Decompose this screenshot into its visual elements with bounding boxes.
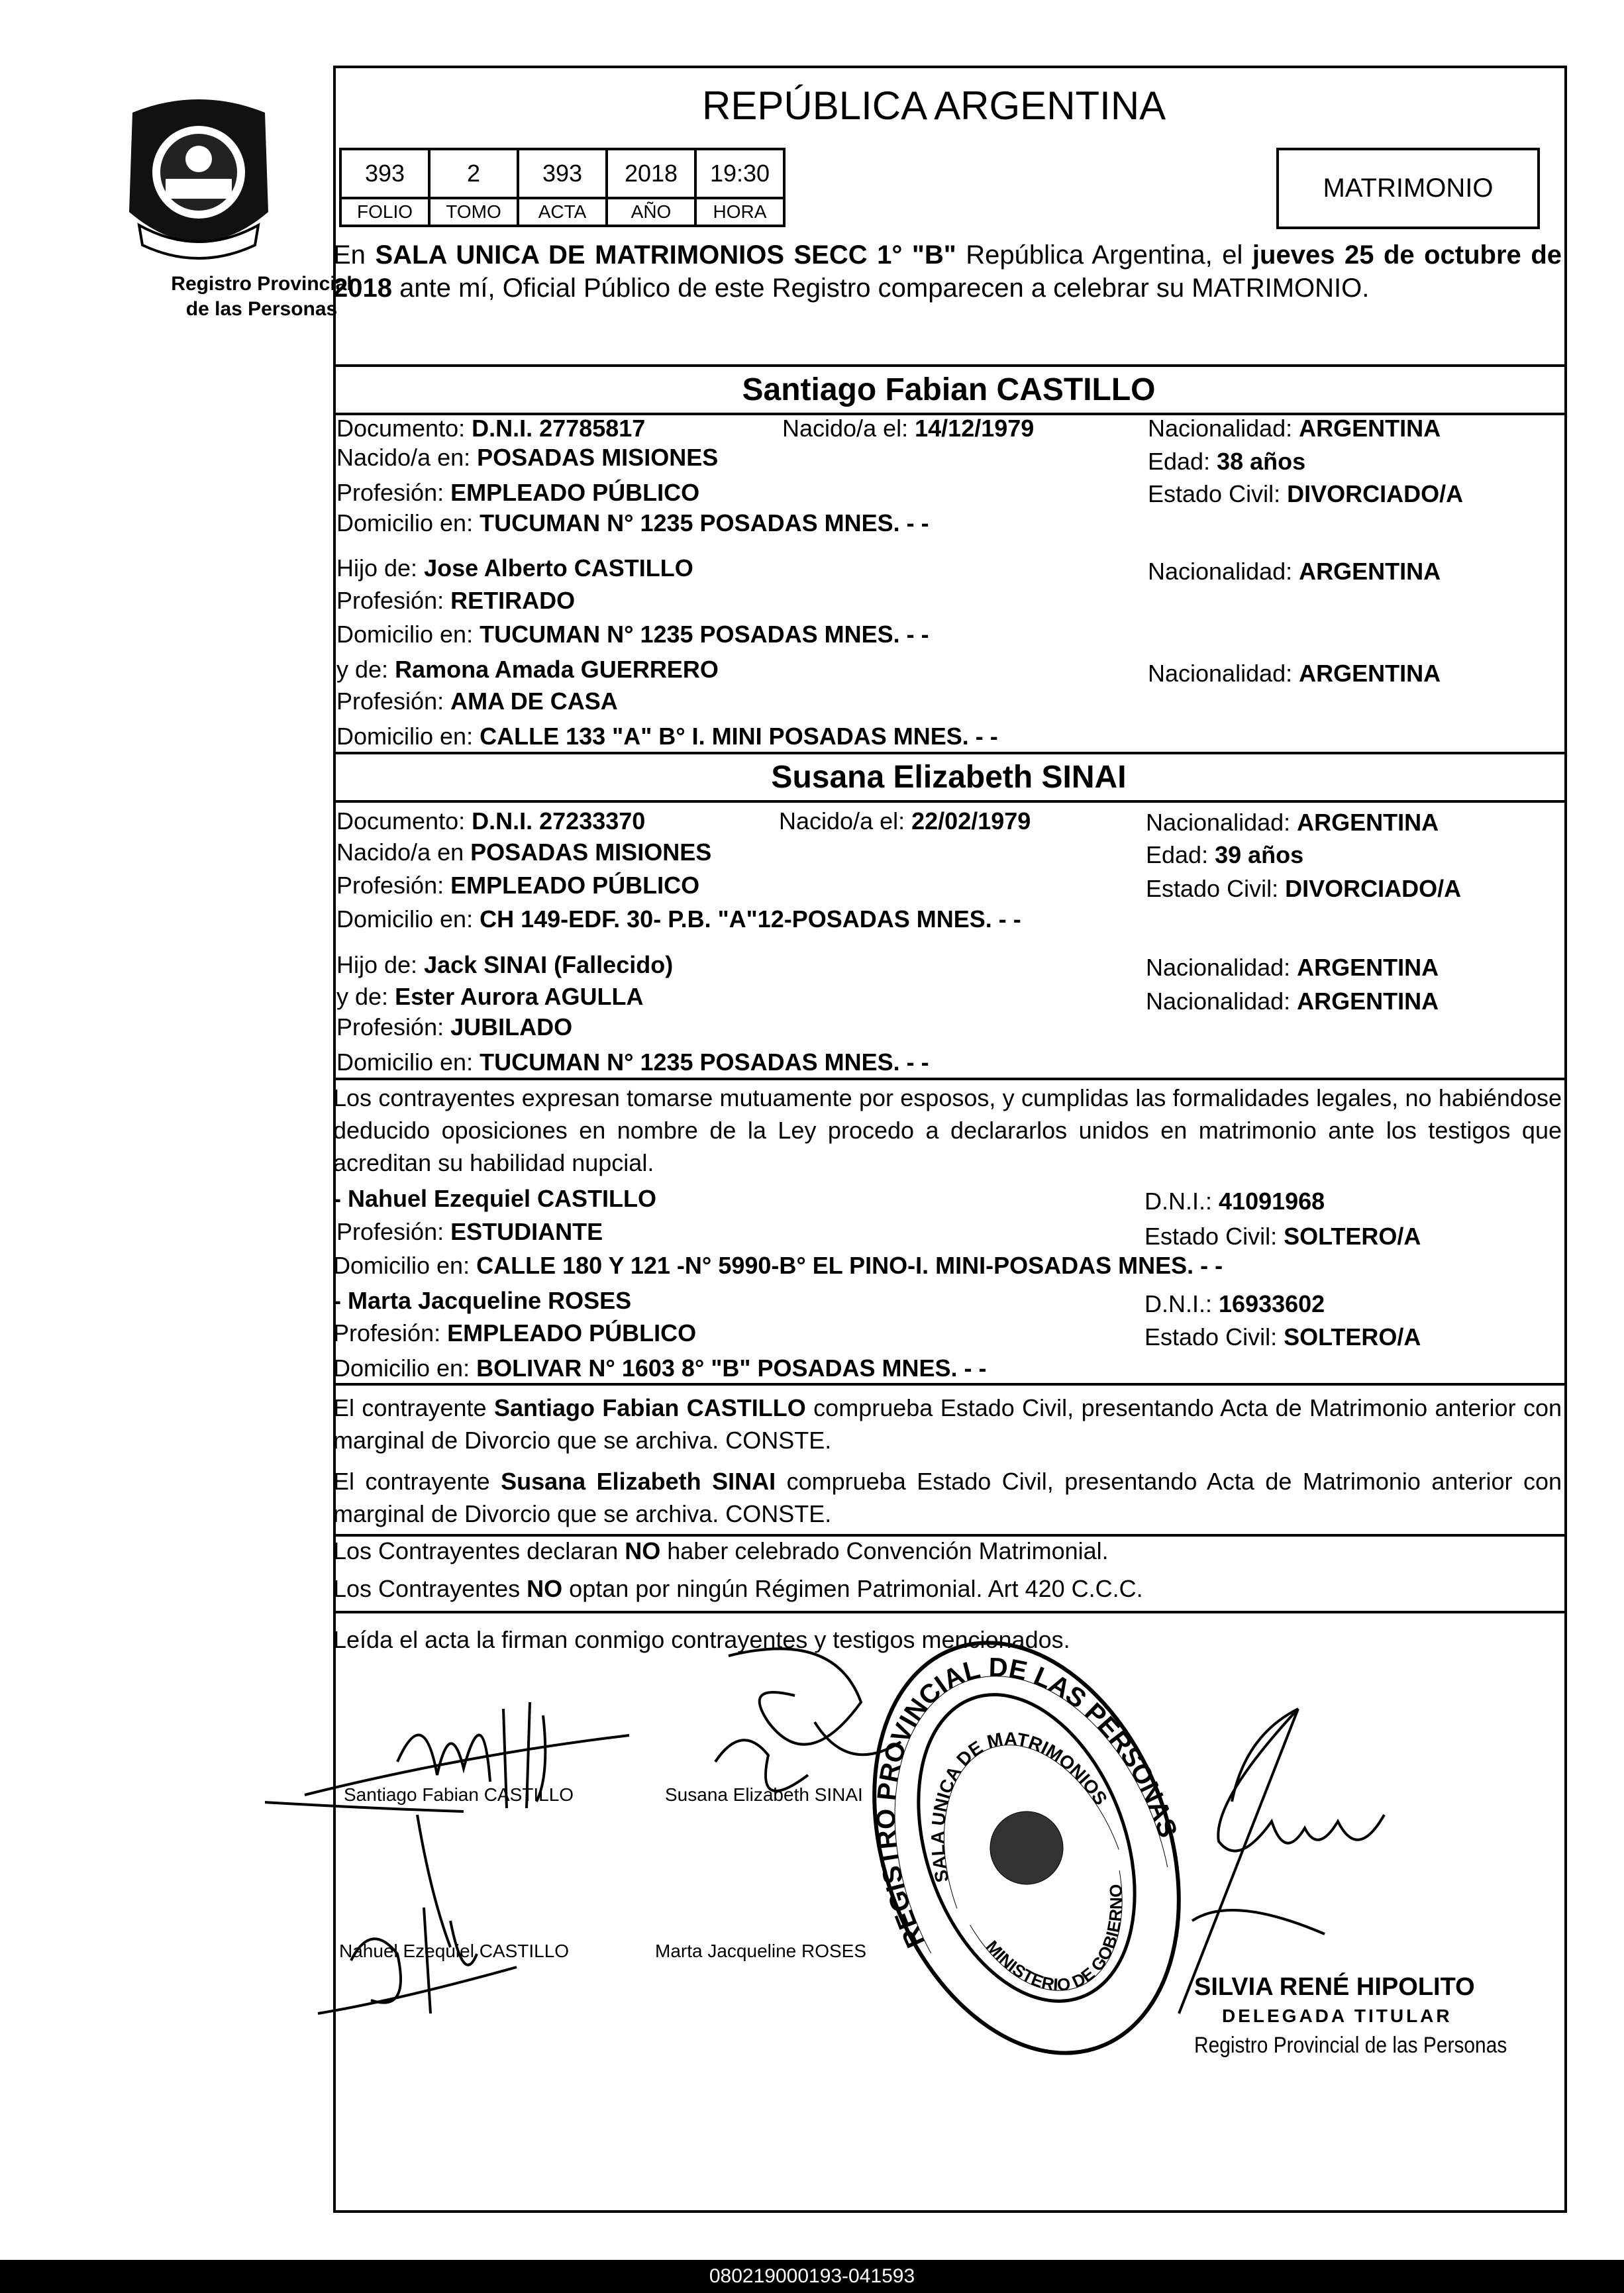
logo-caption-line: de las Personas [185, 298, 338, 320]
witness-2-dni: D.N.I.: 16933602 [1144, 1290, 1325, 1317]
tomo-value: 2 [429, 149, 518, 198]
bride-father: Hijo de: Jack SINAI (Fallecido) [336, 951, 674, 978]
year-label: AÑO [607, 198, 695, 226]
intro-text: ante mí, Oficial Público de este Registro comparecen a celebrar su MATRIMONIO. [391, 274, 1370, 303]
divider [333, 800, 1564, 803]
signature-label-bride: Susana Elizabeth SINAI [665, 1784, 863, 1805]
bride-document: Documento: D.N.I. 27233370 [336, 807, 646, 835]
svg-text:MINISTERIO DE GOBIERNO [976, 1878, 1154, 2018]
regime-note: Los Contrayentes NO optan por ningún Régimen Patrimonial. Art 420 C.C.C. [333, 1575, 1143, 1602]
witness-1-dni: D.N.I.: 41091968 [1144, 1188, 1325, 1215]
groom-birthdate: Nacido/a el: 14/12/1979 [782, 415, 1035, 442]
witness-2-civil-status: Estado Civil: SOLTERO/A [1144, 1323, 1421, 1350]
groom-nationality: Nacionalidad: ARGENTINA [1148, 415, 1441, 442]
intro-paragraph [333, 238, 1562, 305]
witness-1-civil-status: Estado Civil: SOLTERO/A [1144, 1223, 1421, 1250]
civil-status-note-bride: El contrayente Susana Elizabeth SINAI comprueba Estado Civil, presentando Acta de Matrimonio anterior con marginal de Divorcio que se archiva. CONSTE. [333, 1468, 1562, 1527]
intro-date: jueves 25 de octubre de 2018 [333, 240, 1562, 303]
bride-birthplace: Nacido/a en POSADAS MISIONES [336, 839, 712, 866]
reading-note: Leída el acta la firman conmigo contrayentes y testigos mencionados. [333, 1626, 1070, 1653]
groom-father: Hijo de: Jose Alberto CASTILLO [336, 554, 693, 582]
svg-text:REGISTRO PROVINCIAL DE LAS PER [861, 1616, 1189, 1953]
document-title: REPÚBLICA ARGENTINA [702, 83, 1166, 128]
intro-office: SALA UNICA DE MATRIMONIOS SECC 1° "B" [375, 240, 956, 270]
officer-role: DELEGADA TITULAR [1222, 2006, 1452, 2026]
groom-father-nationality: Nacionalidad: ARGENTINA [1148, 558, 1441, 585]
bride-mother-nationality: Nacionalidad: ARGENTINA [1146, 988, 1439, 1015]
stamp-inner-text: SALA UNICA DE MATRIMONIOS [927, 1728, 1111, 1884]
groom-profession: Profesión: EMPLEADO PÚBLICO [336, 479, 700, 506]
officer-office: Registro Provincial de las Personas [1194, 2033, 1507, 2058]
groom-name: Santiago Fabian CASTILLO [742, 372, 1156, 407]
time-value: 19:30 [695, 149, 784, 198]
signature-label-groom: Santiago Fabian CASTILLO [344, 1784, 574, 1805]
groom-mother-address: Domicilio en: CALLE 133 "A" B° I. MINI POSADAS MNES. - - [336, 723, 998, 750]
acta-value: 393 [518, 149, 607, 198]
logo-caption [171, 272, 352, 322]
signature-label-witness-2: Marta Jacqueline ROSES [655, 1941, 867, 1961]
time-label: HORA [695, 198, 784, 226]
acta-label: ACTA [518, 198, 607, 226]
signature-label-witness-1: Nahuel Ezequiel CASTILLO [339, 1941, 570, 1961]
divider [333, 1078, 1564, 1080]
bride-mother-address: Domicilio en: TUCUMAN N° 1235 POSADAS MNES. - - [336, 1048, 929, 1076]
groom-mother-profession: Profesión: AMA DE CASA [336, 688, 618, 715]
stamp-bottom-text: MINISTERIO DE GOBIERNO [982, 1883, 1127, 1995]
civil-status-note-groom: El contrayente Santiago Fabian CASTILLO comprueba Estado Civil, presentando Acta de Matrimonio anterior con marginal de Divorcio que se archiva. CONSTE. [333, 1394, 1562, 1454]
intro-text: República Argentina, el [956, 240, 1252, 270]
bride-birthdate: Nacido/a el: 22/02/1979 [779, 807, 1031, 835]
folio-label: FOLIO [340, 198, 429, 226]
groom-document: Documento: D.N.I. 27785817 [336, 415, 646, 442]
witness-2-name: - Marta Jacqueline ROSES [333, 1287, 632, 1314]
divider [333, 1383, 1564, 1386]
groom-address: Domicilio en: TUCUMAN N° 1235 POSADAS MNES. - - [336, 509, 929, 536]
bride-age: Edad: 39 años [1146, 841, 1304, 868]
official-stamp [861, 1616, 1192, 2080]
groom-civil-status: Estado Civil: DIVORCIADO/A [1148, 480, 1464, 507]
bride-mother-profession: Profesión: JUBILADO [336, 1013, 573, 1041]
divider [333, 1611, 1564, 1613]
act-type-box: MATRIMONIO [1276, 148, 1540, 229]
registry-table [339, 148, 786, 227]
declaration-paragraph: Los contrayentes expresan tomarse mutuamente por esposos, y cumplidas las formalidades legales, no habiéndose deducido oposiciones en nombre de la Ley procedo a declararlos unidos en matrimonio ante los testigos que acreditan su habilidad nupcial. [333, 1084, 1562, 1176]
bride-address: Domicilio en: CH 149-EDF. 30- P.B. "A"12-POSADAS MNES. - - [336, 905, 1021, 933]
witness-1-name: - Nahuel Ezequiel CASTILLO [333, 1185, 657, 1212]
bride-nationality: Nacionalidad: ARGENTINA [1146, 809, 1439, 836]
witness-2-profession: Profesión: EMPLEADO PÚBLICO [333, 1319, 697, 1347]
misiones-seal-logo [113, 93, 285, 272]
witness-1-profession: Profesión: ESTUDIANTE [336, 1218, 603, 1245]
bride-profession: Profesión: EMPLEADO PÚBLICO [336, 872, 700, 899]
groom-father-profession: Profesión: RETIRADO [336, 587, 576, 614]
bride-name: Susana Elizabeth SINAI [771, 760, 1127, 795]
intro-text: En [333, 240, 376, 270]
bride-civil-status: Estado Civil: DIVORCIADO/A [1146, 875, 1462, 902]
groom-mother: y de: Ramona Amada GUERRERO [336, 656, 719, 683]
tomo-label: TOMO [429, 198, 518, 226]
groom-age: Edad: 38 años [1148, 448, 1306, 475]
stamp-outer-text: REGISTRO PROVINCIAL DE LAS PERSONAS [871, 1653, 1183, 1953]
bride-father-nationality: Nacionalidad: ARGENTINA [1146, 954, 1439, 981]
year-value: 2018 [607, 149, 695, 198]
bride-mother: y de: Ester Aurora AGULLA [336, 983, 644, 1010]
witness-1-address: Domicilio en: CALLE 180 Y 121 -N° 5990-B° EL PINO-I. MINI-POSADAS MNES. - - [333, 1252, 1223, 1279]
logo-caption-line: Registro Provincial [171, 273, 352, 295]
folio-value: 393 [340, 149, 429, 198]
witness-2-address: Domicilio en: BOLIVAR N° 1603 8° "B" POSADAS MNES. - - [333, 1354, 987, 1382]
document-barcode-footer: 080219000193-041593 [0, 2260, 1624, 2293]
officer-name: SILVIA RENÉ HIPOLITO [1194, 1973, 1475, 2001]
groom-father-address: Domicilio en: TUCUMAN N° 1235 POSADAS MNES. - - [336, 621, 929, 648]
convention-note: Los Contrayentes declaran NO haber celebrado Convención Matrimonial. [333, 1537, 1109, 1564]
groom-mother-nationality: Nacionalidad: ARGENTINA [1148, 660, 1441, 687]
groom-birthplace: Nacido/a en: POSADAS MISIONES [336, 444, 719, 471]
